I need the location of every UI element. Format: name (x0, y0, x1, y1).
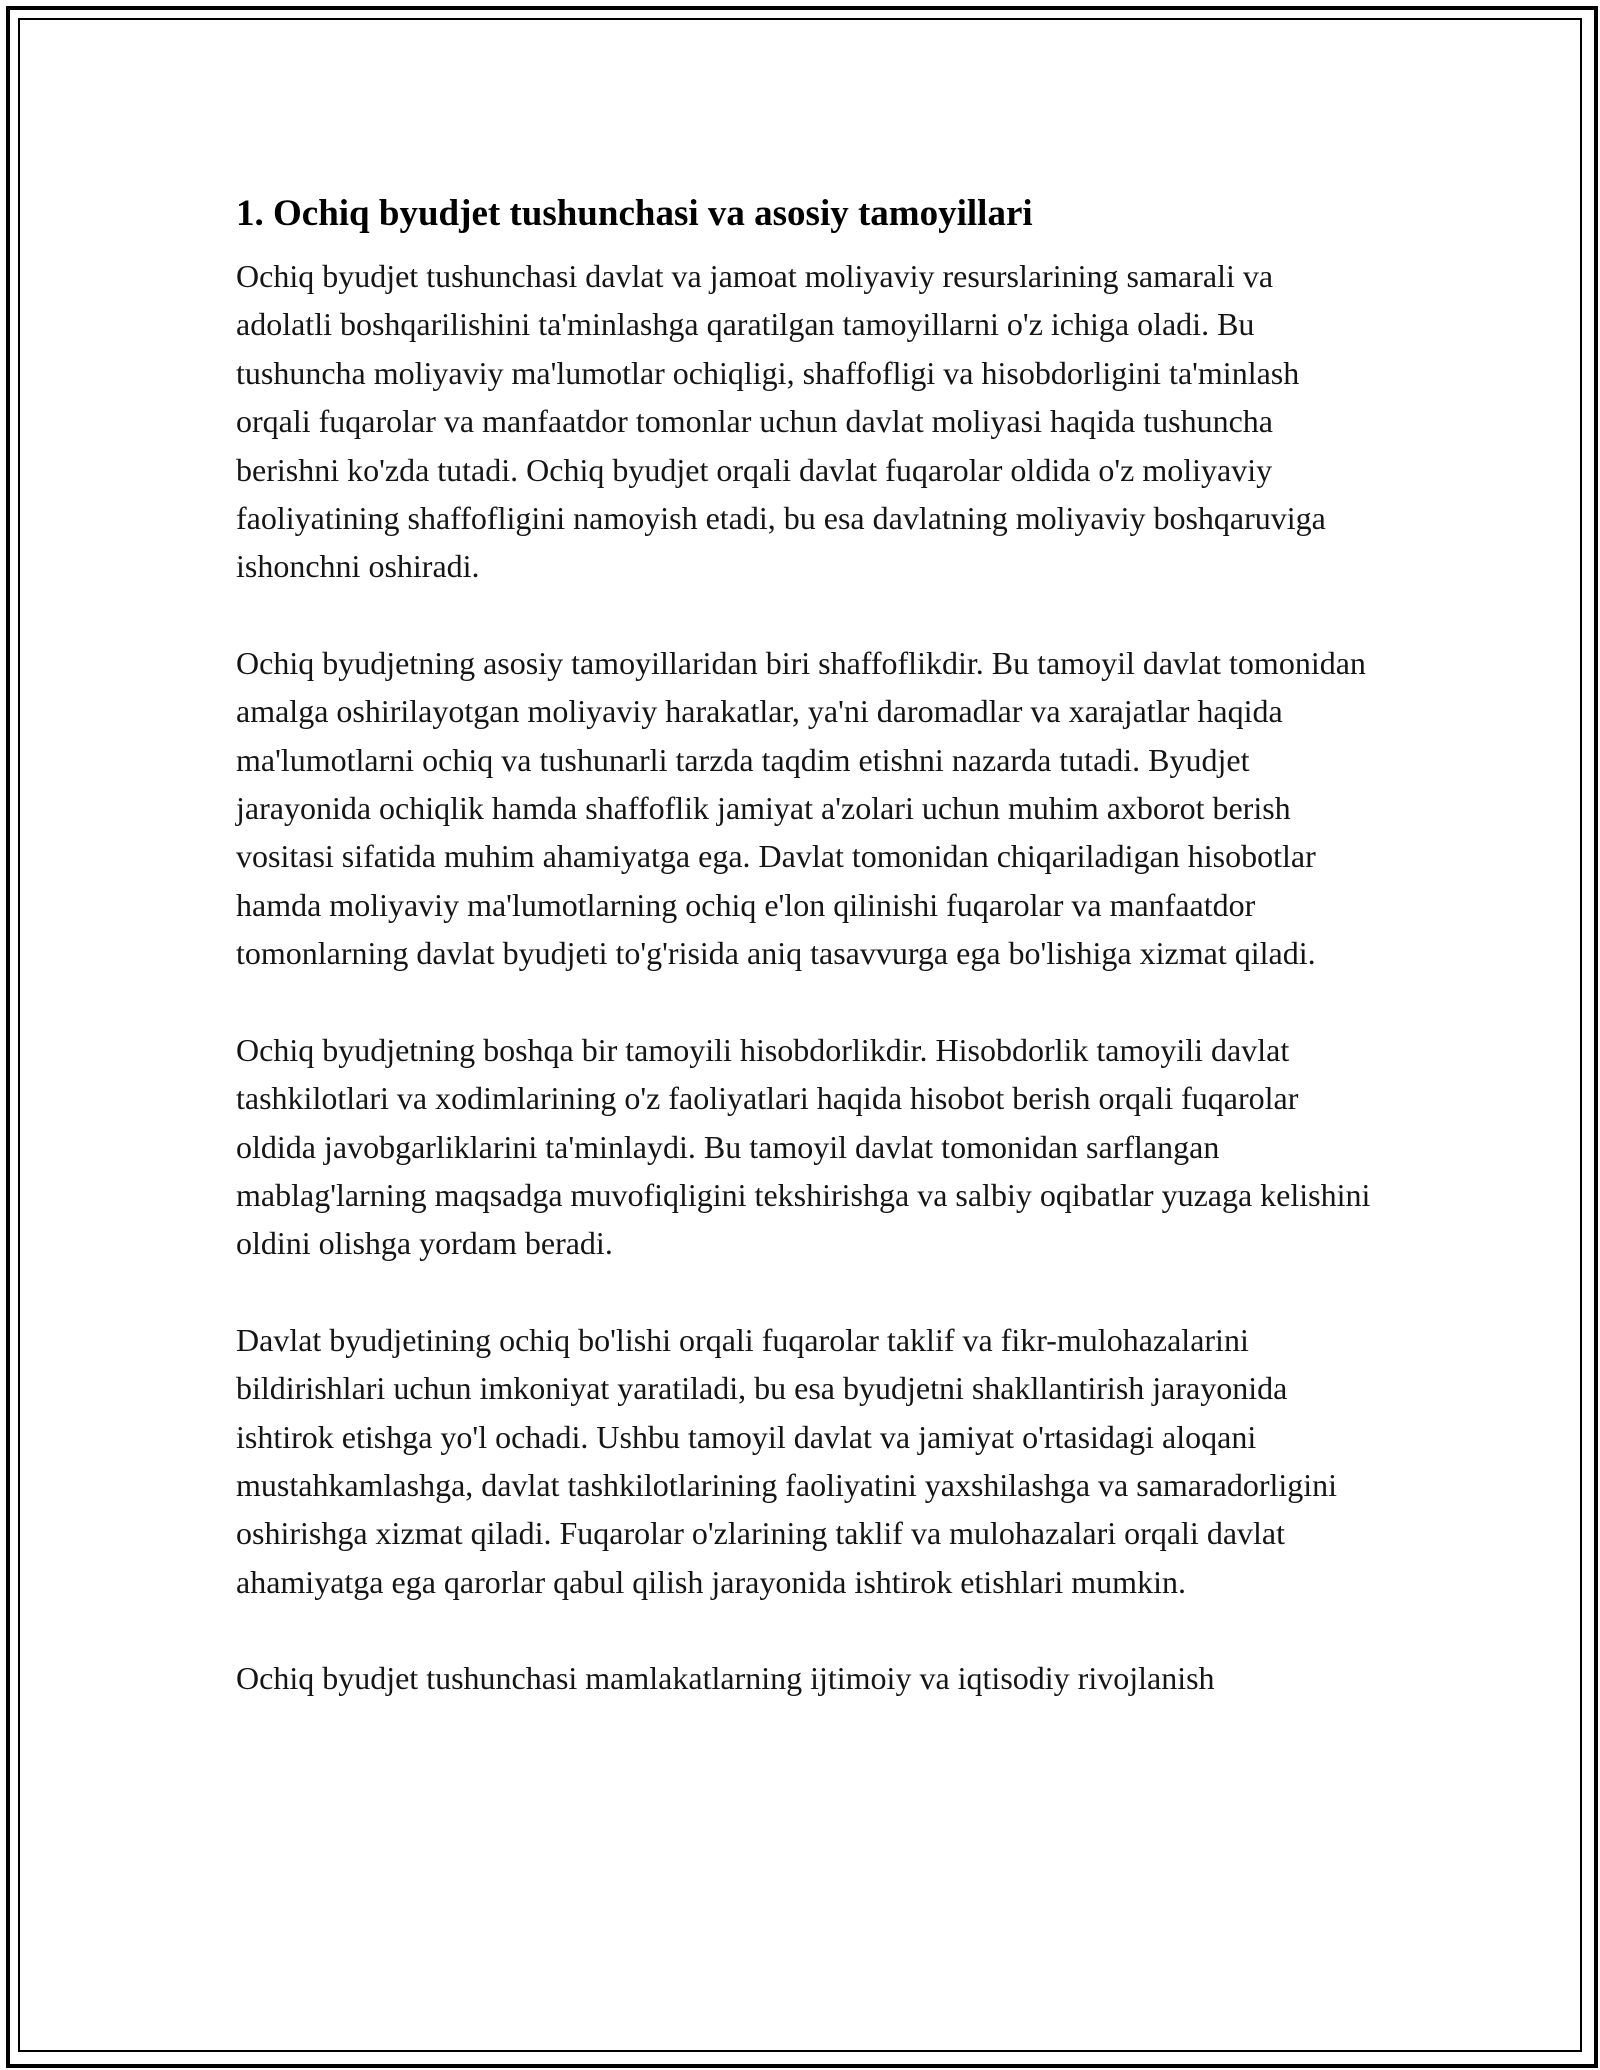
paragraph-participation: Davlat byudjetining ochiq bo'lishi orqali fuqarolar taklif va fikr-mulohazalarini bildirishlari uchun imkoniyat yaratiladi, bu esa byudjetni shakllantirish jarayonida ishtirok etishga yo'l ochadi. Ushbu tamoyil davlat va jamiyat o'rtasidagi aloqani mustahkamlashga, davlat tashkilotlarining faoliyatini yaxshilashga va samaradorligini oshirishga xizmat qiladi. Fuqarolar o'zlarining taklif va mulohazalari orqali davlat ahamiyatga ega qarorlar qabul qilish jarayonida ishtirok etishlari mumkin. (236, 1321, 1338, 1600)
paragraph-accountability: Ochiq byudjetning boshqa bir tamoyili hisobdorlikdir. Hisobdorlik tamoyili davlat tashkilotlari va xodimlarining o'z faoliyatlari haqida hisobot berish orqali fuqarolar oldida javobgarliklarini ta'minlaydi. Bu tamoyil davlat tomonidan sarflangan mablag'larning maqsadga muvofiqligini tekshirishga va salbiy oqibatlar yuzaga kelishini oldini olishga yordam beradi. (236, 1031, 1371, 1262)
paragraph-development: Ochiq byudjet tushunchasi mamlakatlarning ijtimoiy va iqtisodiy rivojlanish (236, 1660, 1215, 1697)
paragraph-transparency: Ochiq byudjetning asosiy tamoyillaridan biri shaffoflikdir. Bu tamoyil davlat tomonidan amalga oshirilayotgan moliyaviy harakatlar, ya'ni daromadlar va xarajatlar haqida ma'lumotlarni ochiq va tushunarli tarzda taqdim etishni nazarda tutadi. Byudjet jarayonida ochiqlik hamda shaffoflik jamiyat a'zolari uchun muhim axborot berish vositasi sifatida muhim ahamiyatga ega. Davlat tomonidan chiqariladigan hisobotlar hamda moliyaviy ma'lumotlarning ochiq e'lon qilinishi fuqarolar va manfaatdor tomonlarning davlat byudjeti to'g'risida aniq tasavvurga ega bo'lishiga xizmat qiladi. (236, 644, 1366, 972)
section-heading: 1. Ochiq byudjet tushunchasi va asosiy tamoyillari (236, 193, 1033, 234)
paragraph-intro: Ochiq byudjet tushunchasi davlat va jamoat moliyaviy resurslarining samarali va adolatli boshqarilishini ta'minlashga qaratilgan tamoyillarni o'z ichiga oladi. Bu tushuncha moliyaviy ma'lumotlar ochiqligi, shaffofligi va hisobdorligini ta'minlash orqali fuqarolar va manfaatdor tomonlar uchun davlat moliyasi haqida tushuncha berishni ko'zda tutadi. Ochiq byudjet orqali davlat fuqarolar oldida o'z moliyaviy faoliyatining shaffofligini namoyish etadi, bu esa davlatning moliyaviy boshqaruviga ishonchni oshiradi. (236, 258, 1326, 585)
document-body (236, 188, 1376, 1751)
